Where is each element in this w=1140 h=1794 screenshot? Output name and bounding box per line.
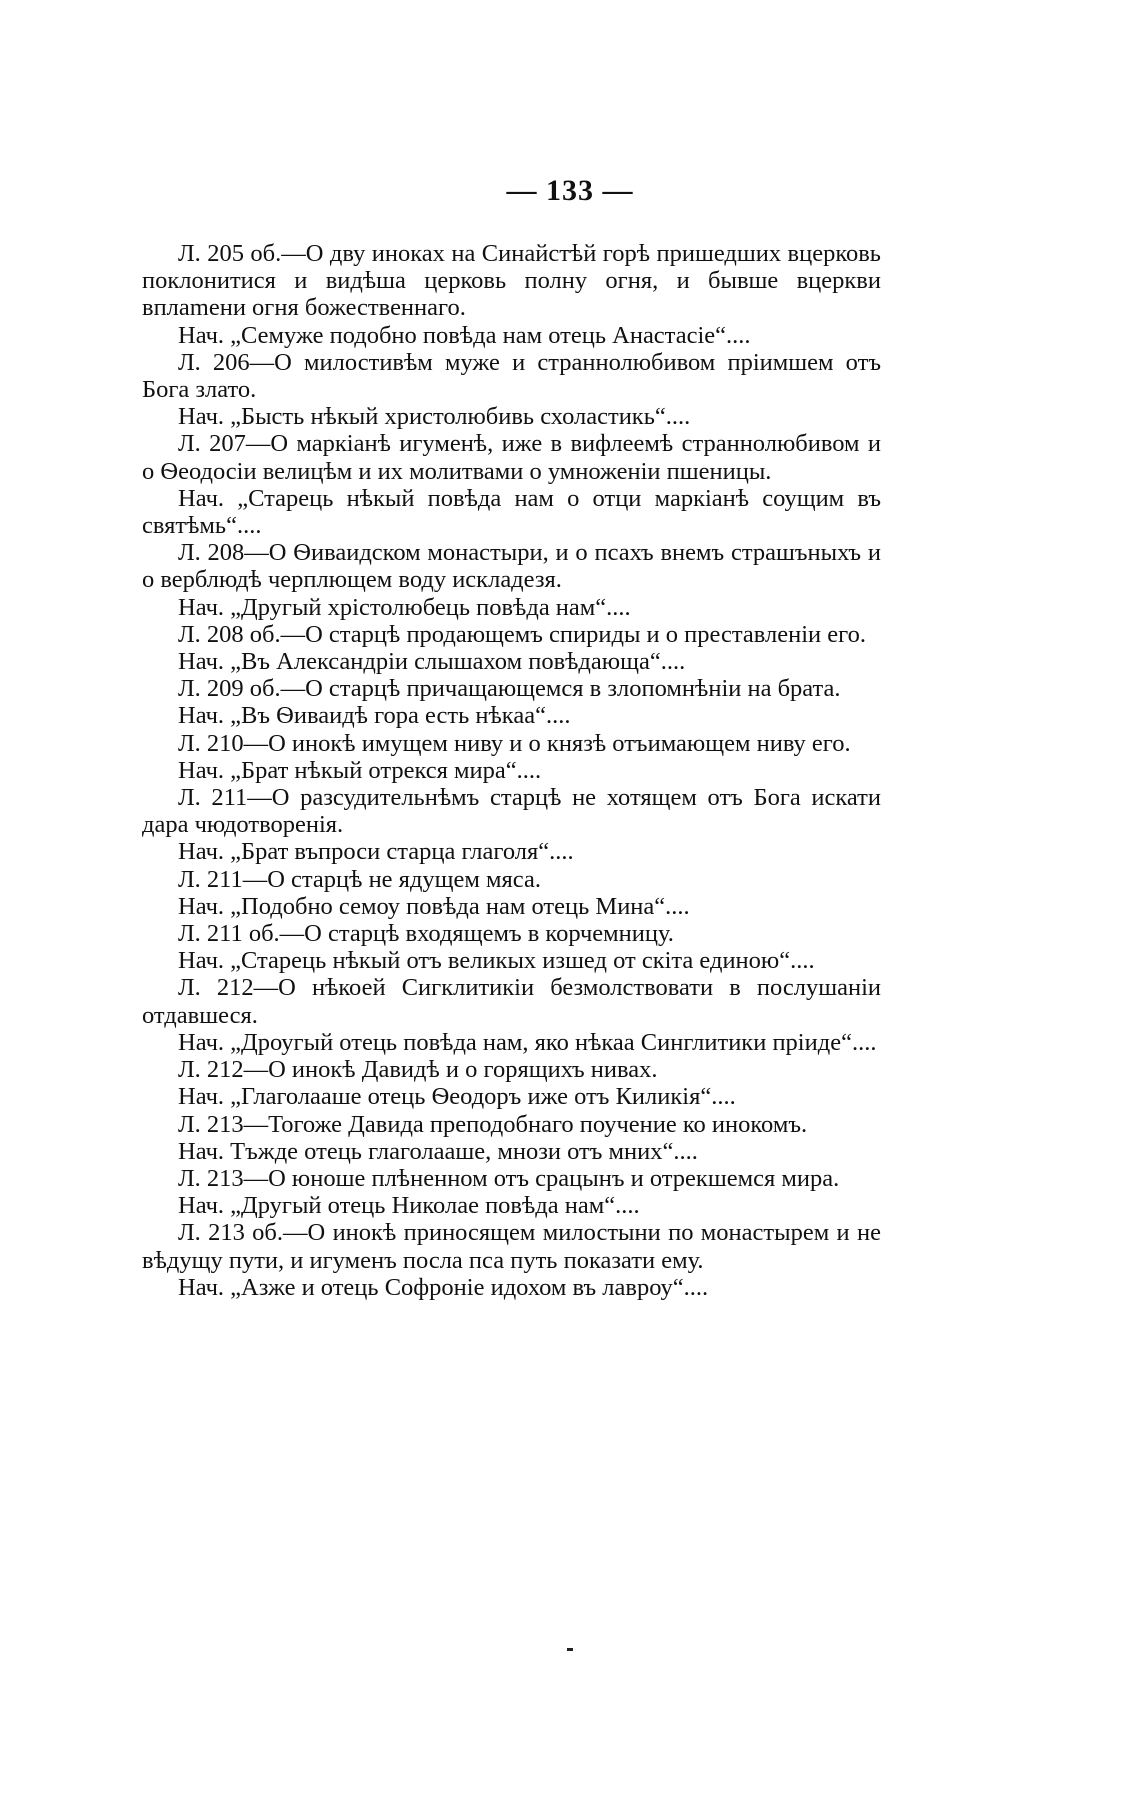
entry-folio: Л. 213—О юноше плѣненном отъ срацынъ и отрекшемся мира. — [178, 1164, 840, 1192]
entry-folio: Л. 206—О милостивѣм муже и страннолюбивом пріимшем отъ Бога злато. — [142, 348, 881, 404]
entry-incipit: Нач. „Подобно семоу повѣда нам отець Мина“.... — [178, 892, 690, 920]
entry-incipit: Нач. „Дроугый отець повѣда нам, яко нѣкаа Синглитики пріиде“.... — [178, 1028, 877, 1056]
entry-folio: Л. 208 об.—О старцѣ продающемъ спириды и о преставленіи его. — [178, 620, 866, 648]
entry-folio: Л. 211—О старцѣ не ядущем мяса. — [178, 865, 541, 893]
entry-incipit: Нач. „Брат нѣкый отрекся мира“.... — [178, 756, 542, 784]
entry-folio: Л. 213 об.—О инокѣ приносящем милостыни по монастырем и не вѣдущу пути, и игуменъ посла пса путь показати ему. — [142, 1219, 881, 1274]
page-number: — 133 — — [506, 174, 634, 207]
entry-folio: Л. 212—О нѣкоей Сигклитикіи безмолствовати в послушаніи отдавшеся. — [142, 974, 881, 1029]
entry-incipit: Нач. „Въ Александріи слышахом повѣдающа“.... — [178, 648, 686, 676]
entry-folio: Л. 211—О разсудительнѣмъ старцѣ не хотящем отъ Бога искати дара чюдотворенія. — [142, 784, 881, 839]
entry-incipit: Нач. „Азже и отець Софроніе идохом въ лавроу“.... — [178, 1273, 709, 1301]
catalog-entries — [142, 240, 881, 1301]
entry-incipit: Нач. Тъжде отець глаголааше, мнози отъ мних“.... — [178, 1137, 698, 1165]
entry-incipit: Нач. „Старець нѣкый повѣда нам о отци маркіанѣ соущим въ святѣмь“.... — [142, 484, 881, 540]
entry-incipit: Нач. „Другый отець Николае повѣда нам“.... — [178, 1192, 640, 1220]
entry-folio: Л. 207—О маркіанѣ игуменѣ, иже в вифлеемѣ страннолюбивом и о Ѳеодосіи велицѣм и их молитвами о умноженіи пшеницы. — [142, 430, 881, 485]
entry-incipit: Нач. „Бысть нѣкый христолюбивь схоластикь“.... — [178, 403, 691, 431]
ink-speck — [567, 1648, 573, 1651]
entry-folio: Л. 211 об.—О старцѣ входящемъ в корчемницу. — [178, 920, 674, 948]
entry-folio: Л. 205 об.—О дву иноках на Синайстѣй горѣ пришедших вцерковь поклонитися и видѣша церковь полну огня, и бывше вцеркви вплamени огня божественнаго. — [142, 240, 881, 322]
entry-folio: Л. 209 об.—О старцѣ причащающемся в злопомнѣніи на брата. — [178, 675, 841, 703]
entry-incipit: Нач. „Брат въпроси старца глаголя“.... — [178, 838, 574, 866]
entry-incipit: Нач. „Въ Ѳиваидѣ гора есть нѣкаа“.... — [178, 702, 571, 730]
entry-incipit: Нач. „Старець нѣкый отъ великых изшед от скіта единою“.... — [178, 947, 815, 975]
entry-folio: Л. 208—О Ѳиваидском монастыри, и о псахъ внемъ страшъныхъ и о верблюдѣ черплющем воду искладезя. — [142, 539, 881, 594]
entry-incipit: Нач. „Другый хрістолюбець повѣда нам“.... — [178, 593, 631, 621]
entry-incipit: Нач. „Глаголааше отець Ѳеодоръ иже отъ Киликія“.... — [178, 1083, 736, 1111]
entry-folio: Л. 212—О инокѣ Давидѣ и о горящихъ нивах. — [178, 1056, 658, 1084]
entry-folio: Л. 210—О инокѣ имущем ниву и о князѣ отъимающем ниву его. — [178, 729, 851, 757]
entry-incipit: Нач. „Семуже подобно повѣда нам отець Анастасіе“.... — [178, 321, 751, 349]
entry-folio: Л. 213—Тогоже Давида преподобнаго поучение ко инокомъ. — [178, 1110, 808, 1138]
